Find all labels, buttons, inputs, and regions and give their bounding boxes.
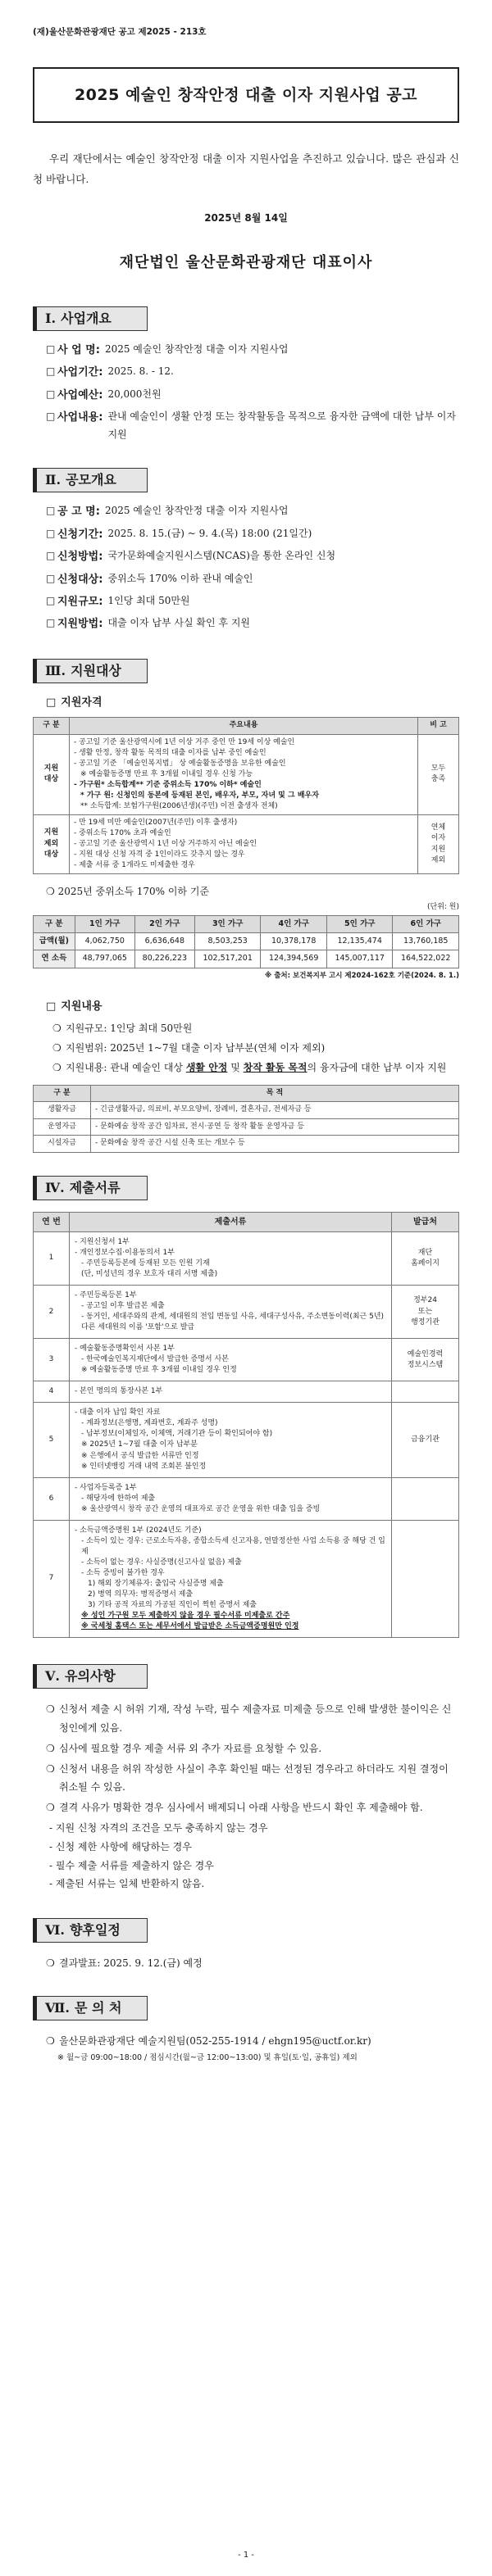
purpose-table: 구 분 목 적 생활자금 - 긴급생활자금, 의료비, 부모요양비, 장례비, 결혼자금, 전세자금 등 운영자금 - 문화예술 창작 공간 임차료, 전시·공연 등 창작 활동 운영자금 등 시설자금 - 문화예술 창작 공간 시설 신축 또는 개보수 등: [33, 1085, 459, 1153]
section-header: Ⅲ. 지원대상: [33, 659, 148, 683]
section-header: Ⅶ. 문 의 처: [33, 1996, 148, 2020]
list-item: □ 사업내용: 관내 예술인이 생활 안정 또는 창작활동을 목적으로 융자한 금액에 대한 납부 이자 지원: [46, 410, 456, 440]
list-item: - 필수 제출 서류를 제출하지 않은 경우: [49, 1859, 214, 1871]
list-item: ❍ 결과발표: 2025. 9. 12.(금) 예정: [46, 1957, 203, 1970]
documents-table: 연 번 제출서류 발급처 1 - 지원신청서 1부 - 개인정보수집·이용동의서 1부 - 주민등록등본에 등재된 모든 인원 기재 (단, 미성년의 경우 보호자 대리 서명 제출) 재단 홈페이지 2 - 주민등록등본 1부 - 공고일 이후 발급본 제출 - 동거인, 세대주와의 관계, 세대원의 전입 변동일 사유, 세대구성사유, 주소변동이력(최근 5년) 다른 세대원의 이름 '포함'으로 발급 정부24 또는 행정기관 3 - 예술활동증명확인서 사본 1부 - 한국예술인복지재단에서 발급한 증명서 사본 ※ 예술활동증명 만료 후 3개월 이내일 경우 인정 예술인경력 정보시스템 4 - 본인 명의의 통장사본 1부 5 - 대출 이자 납입 확인 자료 - 계좌정보(은행명, 계좌번호, 계좌주 성명) - 납부정보(이체일자, 이체액, 거래기관 등이 확인되어야 함) ※ 2025년 1~7월 대출 이자 납부분 ※ 은행에서 공식 발급한 서류만 인정 ※ 인터넷뱅킹 거래 내역 조회본 불인정 금융기관 6 - 사업자등록증 1부 - 해당자에 한하여 제출 ※ 울산광역시 창작 공간 운영의 대표자로 공간 운영을 위한 대출 입을 증빙 7 - 소득금액증명원 1부 (2024년도 기준) - 소득이 있는 경우: 근로소득자용, 종합소득세 신고자용, 연말정산한 사업 소득용 중 해당 건 입제 - 소득이 없는 경우: 사실증명(신고사실 없음) 제출 - 소득 증빙이 불가한 경우 1) 해외 장기체류자: 출입국 사실증명 제출 2) 병역 의무자: 병적증명서 제출 3) 기타 공적 자료의 가공된 직인이 찍힌 증명서 제출 ※ 성인 가구원 모두 제출하지 않을 경우 필수서류 미제출로 간주 ※ 국세청 홈택스 또는 세무서에서 발급받은 소득금액증명원만 인정: [33, 1212, 459, 1638]
list-item: □ 신청방법: 국가문화예술지원시스템(NCAS)을 통한 온라인 신청: [46, 550, 336, 564]
list-item: ❍ 지원범위: 2025년 1~7월 대출 이자 납부분(연체 이자 제외): [52, 1041, 326, 1054]
schedule-list: [33, 1954, 459, 1973]
section-application: [33, 468, 459, 633]
table-row: 시설자금 - 문화예술 창작 공간 시설 신축 또는 개보수 등: [34, 1136, 459, 1153]
list-item: ❍ 울산문화관광재단 예술지원팀(052-255-1914 / ehgn195@uctf.or.kr): [46, 2034, 371, 2047]
contact-hours-note: ※ 월~금 09:00~18:00 / 점심시간(월~금 12:00~13:00) 및 휴일(토·일, 공휴일) 제외: [57, 2052, 358, 2062]
section-header: Ⅳ. 제출서류: [33, 1176, 148, 1200]
table-row: 7 - 소득금액증명원 1부 (2024년도 기준) - 소득이 있는 경우: 근로소득자용, 종합소득세 신고자용, 연말정산한 사업 소득용 중 해당 건 입제 - 소득이 없는 경우: 사실증명(신고사실 없음) 제출 - 소득 증빙이 불가한 경우 1) 해외 장기체류자: 출입국 사실증명 제출 2) 병역 의무자: 병적증명서 제출 3) 기타 공적 자료의 가공된 직인이 찍힌 증명서 제출 ※ 성인 가구원 모두 제출하지 않을 경우 필수서류 미제출로 간주 ※ 국세청 홈택스 또는 세무서에서 발급받은 소득금액증명원만 인정: [34, 1520, 459, 1637]
income-source: ※ 출처: 보건복지부 고시 제2024-162호 기준(2024. 8. 1.): [265, 971, 459, 980]
section-header: Ⅰ. 사업개요: [33, 306, 148, 331]
intro-paragraph: 우리 재단에서는 예술인 창작안정 대출 이자 지원사업을 추진하고 있습니다. 많은 관심과 신청 바랍니다.: [33, 152, 459, 185]
list-item: ❍ 결격 사유가 명확한 경우 심사에서 배제되니 아래 사항을 반드시 확인 후 제출해야 함.: [46, 1802, 423, 1814]
list-item: - 제출된 서류는 일체 반환하지 않음.: [49, 1878, 205, 1890]
list-item: ❍ 신청서 내용을 허위 작성한 사실이 추후 확인될 때는 선정된 경우라고 하더라도 지원 결정이 취소될 수 있음.: [46, 1762, 449, 1794]
table-row: 급액(월) 4,062,750 6,636,648 8,503,253 10,378,178 12,135,474 13,760,185: [34, 933, 459, 950]
income-table: 구 분 1인 가구 2인 가구 3인 가구 4인 가구 5인 가구 6인 가구 급액(월) 4,062,750 6,636,648 8,503,253 10,378,178 12,135,474 13,760,185 연 소득 48,797,065 80,226,223 102,517,201 124,394,569 145,007,117 164,522,022: [33, 915, 459, 968]
qualification-table: 구 분 주요내용 비 고 지원 대상 - 공고일 기준 울산광역시에 1년 이상 거주 중인 만 19세 이상 예술인 - 생활 안정, 창작 활동 목적의 대출 이자를 납부 중인 예술인 - 공고일 기준 「예술인복지법」 상 예술활동증명을 보유한 예술인 ※ 예술활동증명 만료 후 3개월 이내일 경우 신청 가능 - 가구원* 소득합계** 기준 중위소득 170% 이하* 예술인 * 가구 원: 신청인의 동본에 등재된 본인, 배우자, 부모, 자녀 및 그 배우자 ** 소득합계: 보험가구원(2006년생)(주민) 이전 출생자 전체) 모두 충족 지원 제외 대상 - 만 19세 미만 예술인(2007년(주민) 이후 출생자) - 중위소득 170% 초과 예술인 - 공고일 기준 울산광역시 1년 이상 거주하지 아닌 예술인 - 지원 대상 신청 자격 중 1인이라도 갖추지 않는 경우 - 제출 서류 중 1개라도 미제출한 경우 연체 이자 지원 제외: [33, 717, 459, 874]
qualification-heading: □ 지원자격: [46, 696, 102, 709]
contact-list: [33, 2032, 459, 2051]
table-row: 연 소득 48,797,065 80,226,223 102,517,201 124,394,569 145,007,117 164,522,022: [34, 950, 459, 968]
caution-list: [33, 1700, 459, 1893]
list-item: ❍ 지원내용: 관내 예술인 대상 생활 안정 및 창작 활동 목적의 융자금에 대한 납부 이자 지원: [52, 1061, 447, 1073]
support-heading: □ 지원내용: [46, 1000, 102, 1014]
median-income-line: ❍ 2025년 중위소득 170% 이하 기준: [46, 886, 210, 898]
list-item: - 신청 제한 사항에 해당하는 경우: [49, 1840, 192, 1853]
table-row: 운영자금 - 문화예술 창작 공간 임차료, 전시·공연 등 창작 활동 운영자금 등: [34, 1118, 459, 1136]
table-row: 3 - 예술활동증명확인서 사본 1부 - 한국예술인복지재단에서 발급한 증명서 사본 ※ 예술활동증명 만료 후 3개월 이내일 경우 인정 예술인경력 정보시스템: [34, 1339, 459, 1381]
section-overview: [33, 306, 459, 443]
section-header: Ⅴ. 유의사항: [33, 1664, 148, 1689]
table-row: 6 - 사업자등록증 1부 - 해당자에 한하여 제출 ※ 울산광역시 창작 공간 운영의 대표자로 공간 운영을 위한 대출 입을 증빙: [34, 1477, 459, 1520]
section-cautions: [33, 1664, 459, 1893]
list-item: □ 신청대상: 중위소득 170% 이하 관내 예술인: [46, 572, 253, 586]
list-item: □ 공 고 명: 2025 예술인 창작안정 대출 이자 지원사업: [46, 505, 289, 519]
list-item: □ 사업기간: 2025. 8. - 12.: [46, 365, 174, 379]
list-item: - 지원 신청 자격의 조건을 모두 충족하지 않는 경우: [49, 1822, 268, 1834]
list-item: ❍ 지원규모: 1인당 최대 50만원: [52, 1022, 193, 1034]
section-eligibility: [33, 659, 459, 1153]
table-row: 지원 제외 대상 - 만 19세 미만 예술인(2007년(주민) 이후 출생자) - 중위소득 170% 초과 예술인 - 공고일 기준 울산광역시 1년 이상 거주하지 아닌 예술인 - 지원 대상 신청 자격 중 1인이라도 갖추지 않는 경우 - 제출 서류 중 1개라도 미제출한 경우 연체 이자 지원 제외: [34, 815, 459, 874]
table-row: 4 - 본인 명의의 통장사본 1부: [34, 1381, 459, 1403]
application-items: [33, 502, 459, 633]
page-number: - 1 -: [238, 2551, 254, 2560]
table-row: 1 - 지원신청서 1부 - 개인정보수집·이용동의서 1부 - 주민등록등본에 등재된 모든 인원 기재 (단, 미성년의 경우 보호자 대리 서명 제출) 재단 홈페이지: [34, 1231, 459, 1285]
table-row: 2 - 주민등록등본 1부 - 공고일 이후 발급본 제출 - 동거인, 세대주와의 관계, 세대원의 전입 변동일 사유, 세대구성사유, 주소변동이력(최근 5년) 다른 세대원의 이름 '포함'으로 발급 정부24 또는 행정기관: [34, 1285, 459, 1338]
list-item: ❍ 신청서 제출 시 허위 기재, 작성 누락, 필수 제출자료 미제출 등으로 인해 발생한 불이익은 신청인에게 있음.: [46, 1703, 452, 1735]
notice-number: (재)울산문화관광재단 공고 제2025 - 213호: [33, 27, 207, 37]
list-item: □ 지원규모: 1인당 최대 50만원: [46, 594, 190, 608]
section-contact: [33, 1996, 459, 2064]
support-list: [33, 1020, 459, 1077]
section-header: Ⅱ. 공모개요: [33, 468, 148, 492]
notice-date: 2025년 8월 14일: [204, 212, 288, 224]
table-row: 지원 대상 - 공고일 기준 울산광역시에 1년 이상 거주 중인 만 19세 이상 예술인 - 생활 안정, 창작 활동 목적의 대출 이자를 납부 중인 예술인 - 공고일 기준 「예술인복지법」 상 예술활동증명을 보유한 예술인 ※ 예술활동증명 만료 후 3개월 이내일 경우 신청 가능 - 가구원* 소득합계** 기준 중위소득 170% 이하* 예술인 * 가구 원: 신청인의 동본에 등재된 본인, 배우자, 부모, 자녀 및 그 배우자 ** 소득합계: 보험가구원(2006년생)(주민) 이전 출생자 전체) 모두 충족: [34, 734, 459, 814]
table-row: 생활자금 - 긴급생활자금, 의료비, 부모요양비, 장례비, 결혼자금, 전세자금 등: [34, 1102, 459, 1119]
section-documents: [33, 1176, 459, 1638]
list-item: □ 사 업 명: 2025 예술인 창작안정 대출 이자 지원사업: [46, 343, 289, 356]
issuing-organization: 재단법인 울산문화관광재단 대표이사: [119, 254, 373, 271]
list-item: □ 신청기간: 2025. 8. 15.(금) ~ 9. 4.(목) 18:00 (21일간): [46, 527, 312, 541]
overview-items: [33, 341, 459, 443]
notice-title: 2025 예술인 창작안정 대출 이자 지원사업 공고: [33, 67, 459, 124]
unit-label: (단위: 원): [427, 903, 459, 912]
section-header: Ⅵ. 향후일정: [33, 1918, 148, 1943]
list-item: □ 지원방법: 대출 이자 납부 사실 확인 후 지원: [46, 617, 251, 631]
list-item: □ 사업예산: 20,000천원: [46, 388, 162, 401]
section-schedule: [33, 1918, 459, 1973]
table-row: 5 - 대출 이자 납입 확인 자료 - 계좌정보(은행명, 계좌번호, 계좌주 성명) - 납부정보(이체일자, 이체액, 거래기관 등이 확인되어야 함) ※ 2025년 1~7월 대출 이자 납부분 ※ 은행에서 공식 발급한 서류만 인정 ※ 인터넷뱅킹 거래 내역 조회본 불인정 금융기관: [34, 1403, 459, 1477]
list-item: ❍ 심사에 필요할 경우 제출 서류 외 추가 자료를 요청할 수 있음.: [46, 1742, 322, 1754]
